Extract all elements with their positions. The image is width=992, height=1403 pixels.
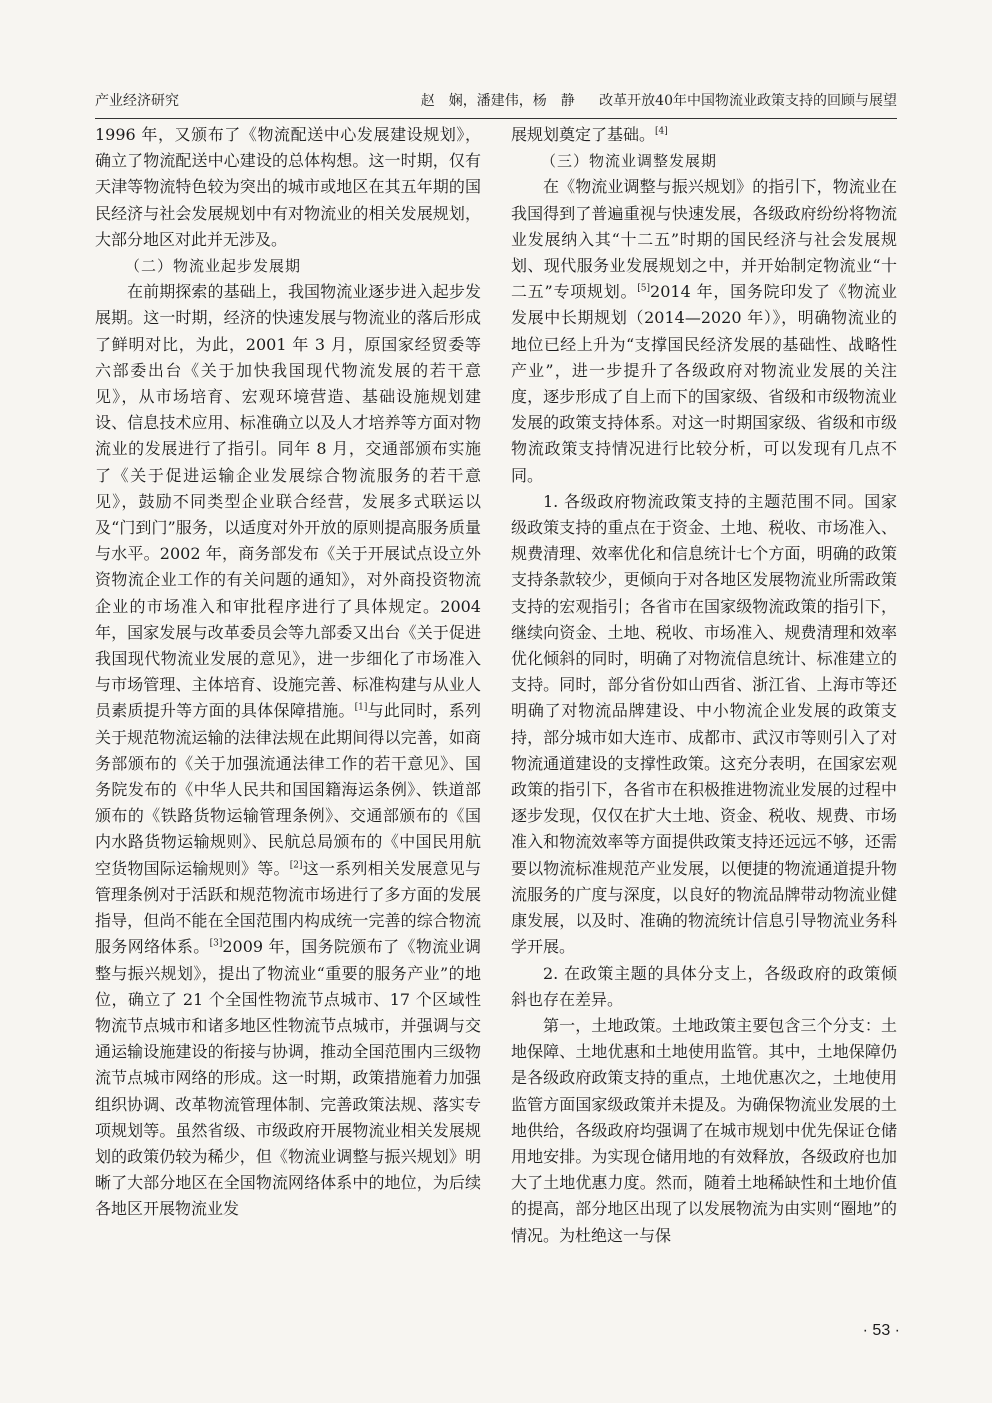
section-heading-2: （二）物流业起步发展期	[125, 257, 302, 276]
text-run: 2014 年，国务院印发了《物流业发展中长期规划（2014—2020 年）》，明确物流业的地位已经上升为“支撑国民经济发展的基础性、战略性产业”，进一步提升了各级政府对物流业发展的关注度，逐步形成了自上而下的国家级、省级和市级物流业发展的政策支持体系。对这一时期国家级、省级和市级物流政策支持情况进行比较分析，可以发现有几点不同。	[511, 282, 897, 485]
text-run: 展规划奠定了基础。	[511, 125, 656, 144]
paragraph: 2. 在政策主题的具体分支上，各级政府的政策倾斜也存在差异。	[511, 963, 897, 1009]
citation-4: [4]	[655, 126, 668, 137]
paragraph: 1996 年，又颁布了《物流配送中心发展建设规划》，确立了物流配送中心建设的总体构想。这一时期，仅有天津等物流特色较为突出的城市或地区在其五年期的国民经济与社会发展规划中有对物流业的相关发展规划，大部分地区对此并无涉及。	[95, 125, 481, 249]
text-run: 在《物流业调整与振兴规划》的指引下，物流业在我国得到了普遍重视与快速发展，各级政府纷纷将物流业发展纳入其“十二五”时期的国民经济与社会发展规划、现代服务业发展规划之中，并开始制定物流业“十二五”专项规划。	[511, 177, 897, 302]
header-article-title: 改革开放40年中国物流业政策支持的回顾与展望	[599, 93, 897, 109]
paragraph: 1. 各级政府物流政策支持的主题范围不同。国家级政策支持的重点在于资金、土地、税收、市场准入、规费清理、效率优化和信息统计七个方面，明确的政策支持条款较少，更倾向于对各地区发展物流业所需政策支持的宏观指引；各省市在国家级物流政策的指引下，继续向资金、土地、税收、市场准入、规费清理和效率优化倾斜的同时，明确了对物流信息统计、标准建立的支持。同时，部分省份如山西省、浙江省、上海市等还明确了对物流品牌建设、中小物流企业发展的政策支持，部分城市如大连市、成都市、武汉市等则引入了对物流通道建设的支撑性政策。这充分表明，在国家宏观政策的指引下，各省市在积极推进物流业发展的过程中逐步发现，仅仅在扩大土地、资金、税收、规费、市场准入和物流效率等方面提供政策支持还远远不够，还需要以物流标准规范产业发展，以便捷的物流通道提升物流服务的广度与深度，以良好的物流品牌带动物流业健康发展，以及时、准确的物流统计信息引导物流业务科学开展。	[511, 491, 897, 957]
paragraph: 第一，土地政策。土地政策主要包含三个分支：土地保障、土地优惠和土地使用监管。其中，土地保障仍是各级政府政策支持的重点，土地优惠次之，土地使用监管方面国家级政策并未提及。为确保物流业发展的土地供给，各级政府均强调了在城市规划中优先保证仓储用地安排。为实现仓储用地的有效释放，各级政府也加大了土地优惠力度。然而，随着土地稀缺性和土地价值的提高，部分地区出现了以发展物流为由实则“圈地”的情况。为杜绝这一与保	[511, 1015, 897, 1245]
page-number: · 53 ·	[862, 1322, 900, 1339]
section-heading-3: （三）物流业调整发展期	[541, 152, 718, 171]
header-right	[421, 90, 897, 110]
header-authors: 赵 娴，潘建伟，杨 静	[420, 93, 575, 109]
text-run: 与此同时，系列关于规范物流运输的法律法规在此期间得以完善，如商务部颁布的《关于加强流通法律工作的若干意见》、国务院发布的《中华人民共和国国籍海运条例》、铁道部颁布的《铁路货物运输管理条例》、交通部颁布的《国内水路货物运输规则》、民航总局颁布的《中国民用航空货物国际运输规则》等。	[95, 701, 481, 878]
right-column	[511, 122, 897, 1302]
citation-5: [5]	[637, 283, 651, 294]
citation-3: [3]	[209, 938, 223, 949]
citation-1: [1]	[354, 703, 368, 714]
paragraph	[511, 174, 897, 488]
paragraph	[95, 279, 481, 1222]
text-run: 2009 年，国务院颁布了《物流业调整与振兴规划》，提出了物流业“重要的服务产业”的地位，确立了 21 个全国性物流节点城市、17 个区域性物流节点城市和诸多地区性物流节点城市，并强调与交通运输设施建设的衔接与协调，推动全国范围内三级物流节点城市网络的形成。这一时期，政策措施着力加强组织协调、改革物流管理体制、完善政策法规、落实专项规划等。虽然省级、市级政府开展物流业相关发展规划的政策仍较为稀少，但《物流业调整与振兴规划》明晰了大部分地区在全国物流网络体系中的地位，为后续各地区开展物流业发	[95, 937, 481, 1219]
header-rule	[95, 118, 897, 119]
left-column	[95, 122, 481, 1302]
citation-2: [2]	[289, 860, 303, 871]
running-header	[95, 90, 897, 116]
text-run: 这一系列相关发展意见与管理条例对于活跃和规范物流市场进行了多方面的发展指导，但尚不能在全国范围内构成统一完善的综合物流服务网络体系。	[95, 858, 481, 957]
paragraph	[511, 122, 897, 148]
text-run: 在前期探索的基础上，我国物流业逐步进入起步发展期。这一时期，经济的快速发展与物流业的落后形成了鲜明对比，为此，2001 年 3 月，原国家经贸委等六部委出台《关于加快我国现代物流发展的若干意见》，从市场培育、宏观环境营造、基础设施规划建设、信息技术应用、标准确立以及人才培养等方面对物流业的发展进行了指引。同年 8 月，交通部颁布实施了《关于促进运输企业发展综合物流服务的若干意见》，鼓励不同类型企业联合经营，发展多式联运以及“门到门”服务，以适度对外开放的原则提高服务质量与水平。2002 年，商务部发布《关于开展试点设立外资物流企业工作的有关问题的通知》，对外商投资物流企业的市场准入和审批程序进行了具体规定。2004 年，国家发展与改革委员会等九部委又出台《关于促进我国现代物流业发展的意见》，进一步细化了市场准入与市场管理、主体培育、设施完善、标准构建与从业人员素质提升等方面的具体保障措施。	[95, 282, 481, 721]
journal-name: 产业经济研究	[95, 93, 179, 109]
